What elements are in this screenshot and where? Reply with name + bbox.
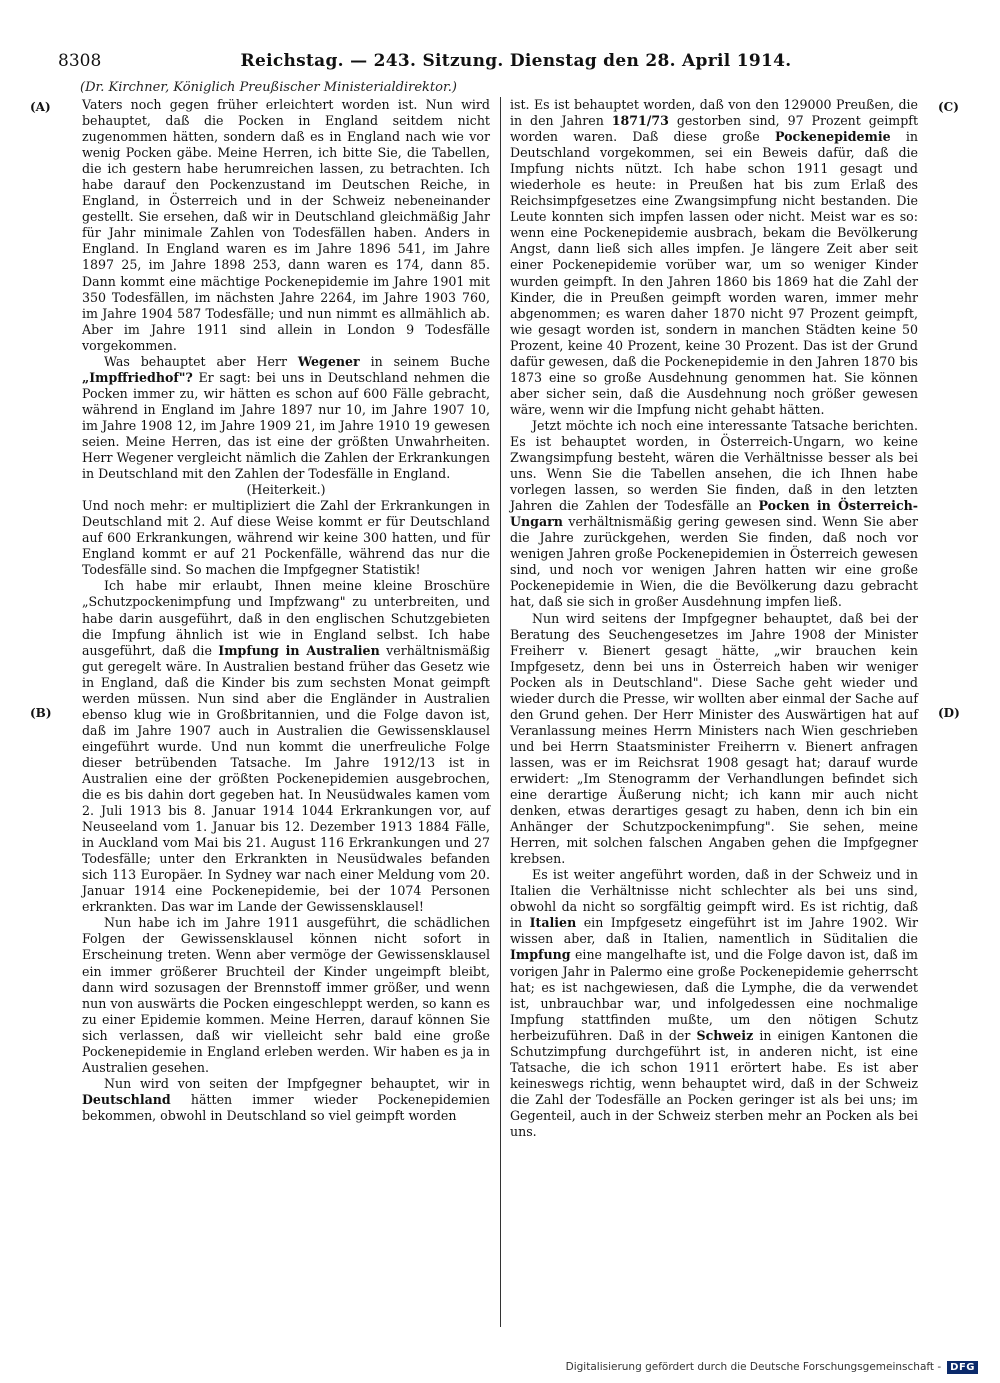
emphasis-italien: Italien [529, 915, 577, 931]
paragraph: Ich habe mir erlaubt, Ihnen meine kleine Broschüre „Schutzpockenimpfung und Impfzwang" zu unterbreiten, und habe darin ausgeführt, daß in den englischen Schutzgebieten die Impfung ähnlich ist wie in England selbst. Ich habe ausgeführt, daß die Impfung in Australien verhältnismäßig gut geregelt wäre. In Australien bestand früher das Gesetz wie in England, daß die Kinder bis zum sechsten Monat geimpft werden müssen. Nun sind aber die Engländer in Australien ebenso klug wie in Großbritannien, und die Folge davon ist, daß im Jahre 1907 auch in Australien die Gewissensklausel eingeführt wurde. Und nun kommt die unerfreuliche Folge dieser betrübenden Tatsache. Im Jahre 1912/13 ist in Australien eine der größten Pockenepidemien ausgebrochen, die es bis dahin dort gegeben hat. In Neusüdwales kamen vom 2. Juli 1913 bis 8. Januar 1914 1044 Erkrankungen vor, auf Neuseeland vom 1. Januar bis 12. Dezember 1913 1884 Fälle, in Auckland vom Mai bis 21. August 116 Erkrankungen und 27 Todesfälle; unter den Erkrankten in Neusüdwales befanden sich 113 Europäer. In Sydney war nach einer Meldung vom 20. Januar 1914 eine Pockenepidemie, bei der 1074 Personen erkrankten. Das war im Lande der Gewissensklausel! [82, 578, 490, 915]
interjection: (Heiterkeit.) [246, 482, 326, 498]
margin-marker-b: (B) [30, 706, 52, 720]
paragraph: Nun wird seitens der Impfgegner behauptet, daß bei der Beratung des Seuchengesetzes im Jahre 1908 der Minister Freiherr v. Bienert gesagt hätte, „wir brauchen kein Impfgesetz, denn bei uns in Österreich haben wir weniger Pocken als in Deutschland". Diese Sache geht wieder und wieder durch die Presse, wir wollten aber einmal der Sache auf den Grund gehen. Der Herr Minister des Auswärtigen hat auf Veranlassung meines Herrn Ministers nach Wien geschrieben und bei Herrn Staatsminister Freiherrn v. Bienert anfragen lassen, was er im Reichsrat 1908 gesagt hat; darauf wurde erwidert: „Im Stenogramm der Verhandlungen befindet sich eine derartige Äußerung nicht; ich kann mir auch nicht denken, etwas derartiges gesagt zu haben, denn ich bin ein Anhänger der Schutzpockenimpfung". Sie sehen, meine Herren, mit solchen falschen Angaben gehen die Impfgegner krebsen. [510, 610, 918, 867]
page-header [58, 48, 934, 74]
right-column [510, 97, 918, 1140]
paragraph: Was behauptet aber Herr Wegener in seinem Buche „Impffriedhof"? Er sagt: bei uns in Deutschland nehmen die Pocken immer zu, wir hätten es schon auf 600 Fälle gebracht, während in England im Jahre 1897 nur 10, im Jahre 1907 10, im Jahre 1908 12, im Jahre 1909 21, im Jahre 1910 19 gewesen seien. Meine Herren, das ist eine der größten Unwahrheiten. Herr Wegener vergleicht nämlich die Zahlen der Erkrankungen in Deutschland mit den Zahlen der Todesfälle in England. [82, 353, 490, 482]
emphasis-wegener: Wegener [297, 353, 360, 369]
paragraph: Nun wird von seiten der Impfgegner behauptet, wir in Deutschland hätten immer wieder Pockenepidemien bekommen, obwohl in Deutschland so viel geimpft worden [82, 1075, 490, 1123]
dfg-logo: DFG [947, 1361, 978, 1374]
running-head: Reichstag. — 243. Sitzung. Dienstag den 28. April 1914. [240, 51, 792, 71]
paragraph: ist. Es ist behauptet worden, daß von den 129000 Preußen, die in den Jahren 1871/73 gestorben sind, 97 Prozent geimpft worden waren. Daß diese große Pockenepidemie in Deutschland vorgekommen, sei ein Beweis dafür, daß die Impfung nichts nützt. Ich habe schon 1911 gesagt und wiederhole es heute: in Preußen hat bis zum Erlaß des Reichsimpfgesetzes eine Zwangsimpfung nicht bestanden. Die Leute konnten sich impfen lassen oder nicht. Meist war es so: wenn eine Pockenepidemie ausbrach, bekam die Bevölkerung Angst, dann ließ sich alles impfen. Je längere Zeit aber seit einer Pockenepidemie vorüber war, um so weniger Kinder wurden geimpft. In den Jahren 1860 bis 1869 hat die Zahl der Kinder, die in Preußen geimpft worden waren, immer mehr abgenommen; es waren daher 1870 nicht 97 Prozent geimpft, wie gesagt worden ist, sondern in manchen Städten keine 50 Prozent, keine 40 Prozent, keine 30 Prozent. Das ist der Grund dafür gewesen, daß die Pockenepidemie in den Jahren 1870 bis 1873 eine so große Ausdehnung genommen hat. Sie können aber sicher sein, daß die Ausdehnung noch größer gewesen wäre, wenn wir die Impfung nicht gehabt hätten. [510, 97, 919, 417]
column-divider [500, 97, 501, 1327]
paragraph: Vaters noch gegen früher erleichtert worden ist. Nun wird behauptet, daß die Pocken in England seitdem nicht zugenommen hätten, sondern daß es in England nach wie vor wenig Pocken gäbe. Meine Herren, ich bitte Sie, die Tabellen, die ich gestern habe herumreichen lassen, zu betrachten. Ich habe darauf den Pockenzustand im Deutschen Reiche, in England, in Österreich und in der Schweiz nebeneinander gestellt. Sie ersehen, daß wir in Deutschland gleichmäßig Jahr für Jahr minimale Zahlen von Todesfällen haben. Anders in England. In England waren es im Jahre 1896 541, im Jahre 1897 25, im Jahre 1898 253, dann waren es 174, dann 85. Dann kommt eine mächtige Pockenepidemie im Jahre 1901 mit 350 Todesfällen, im nächsten Jahre 2264, im Jahre 1903 760, im Jahre 1904 587 Todesfälle; und nun nimmt es allmählich ab. Aber im Jahre 1911 sind allein in London 9 Todesfälle vorgekommen. [82, 97, 490, 353]
footer [566, 1359, 978, 1375]
margin-marker-d: (D) [938, 706, 960, 720]
emphasis-impfung-australien: Impfung in Australien [218, 642, 380, 658]
paragraph: Und noch mehr: er multipliziert die Zahl der Erkrankungen in Deutschland mit 2. Auf diese Weise kommt er für Deutschland auf 600 Erkrankungen, während wir keine 300 hatten, und für England kommt er auf 21 Pockenfälle, während das nur die Todesfälle sind. So machen die Impfgegner Statistik! [82, 498, 490, 578]
emphasis-schweiz: Schweiz [696, 1027, 754, 1043]
footer-text: Digitalisierung gefördert durch die Deutsche Forschungsgemeinschaft - [565, 1361, 942, 1373]
emphasis-pocken-oesterreich: Pocken in Österreich-Ungarn [510, 498, 919, 530]
page-number: 8308 [58, 51, 102, 71]
paragraph: Nun habe ich im Jahre 1911 ausgeführt, die schädlichen Folgen der Gewissensklausel können nicht sofort in Erscheinung treten. Wenn aber vermöge der Gewissensklausel ein immer größerer Bruchteil der Kinder ungeimpft bleibt, dann wird sozusagen der Brennstoff immer größer, und wenn nun von auswärts die Pocken eingeschleppt werden, so kann es zu einer Epidemie kommen. Meine Herren, darauf können Sie sich verlassen, daß wir vielleicht sehr bald eine große Pockenepidemie in England erleben werden. Wir haben es ja in Australien gesehen. [82, 915, 490, 1075]
paragraph: Es ist weiter angeführt worden, daß in der Schweiz und in Italien die Verhältnisse nicht schlechter als bei uns sind, obwohl da nicht so sorgfältig geimpft wird. Es ist richtig, daß in Italien ein Impfgesetz eingeführt ist im Jahre 1902. Wir wissen aber, daß in Italien, namentlich in Süditalien die Impfung eine mangelhafte ist, und die Folge davon ist, daß im vorigen Jahr in Palermo eine große Pockenepidemie geherrscht hat; es ist nachgewiesen, daß die Lymphe, die da verwendet ist, unbrauchbar war, und infolgedessen eine nochmalige Impfung stattfinden mußte, um den nötigen Schutz herbeizuführen. Daß in der Schweiz in einigen Kantonen die Schutzimpfung durchgeführt ist, in anderen nicht, ist eine Tatsache, die ich schon 1911 erörtert habe. Es ist aber keineswegs richtig, wenn behauptet wird, daß in der Schweiz die Zahl der Todesfälle an Pocken geringer ist als bei uns; im Gegenteil, auch in der Schweiz sterben mehr an Pocken als bei uns. [510, 867, 918, 1139]
paragraph: Jetzt möchte ich noch eine interessante Tatsache berichten. Es ist behauptet worden, in Österreich-Ungarn, wo keine Zwangsimpfung besteht, wären die Verhältnisse besser als bei uns. Wenn Sie die Tabellen ansehen, die ich Ihnen habe vorlegen lassen, so werden Sie finden, daß in den letzten Jahren die Zahlen der Todesfälle an Pocken in Österreich-Ungarn verhältnismäßig gering gewesen sind. Wenn Sie aber die Jahre zurückgehen, werden Sie finden, daß noch vor wenigen Jahren große Pockenepidemien in Österreich gewesen sind, und noch vor wenigen Jahren hatten wir eine große Pockenepidemie in Wien, die die Bevölkerung dazu gebracht hat, daß sie sich in großer Ausdehnung impfen ließ. [510, 417, 919, 610]
emphasis-deutschland: Deutschland [82, 1091, 171, 1107]
emphasis-impffriedhof: „Impffriedhof"? [82, 369, 193, 385]
emphasis-impfung: Impfung [510, 947, 571, 963]
emphasis-pockenepidemie: Pockenepidemie [775, 129, 891, 145]
margin-marker-c: (C) [938, 100, 959, 114]
left-column [82, 97, 490, 1124]
margin-marker-a: (A) [30, 100, 51, 114]
emphasis-years: 1871/73 [611, 113, 669, 129]
speaker-line: (Dr. Kirchner, Königlich Preußischer Ministerialdirektor.) [80, 80, 457, 95]
